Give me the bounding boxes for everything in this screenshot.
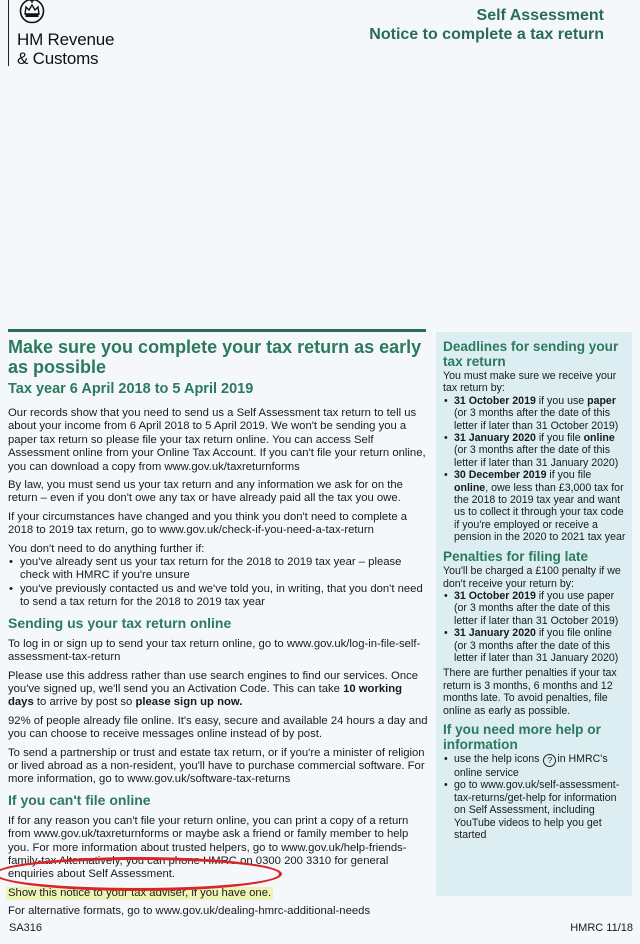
highlighted-adviser-text: Show this notice to your tax adviser, if you have one. bbox=[8, 886, 272, 899]
penalty-item bbox=[443, 590, 626, 627]
penalties-outro: There are further penalties if your tax return is 3 months, 6 months and 12 months late. To avoid penalties, file online as early as possible. bbox=[443, 667, 617, 717]
form-code: SA316 bbox=[9, 922, 43, 934]
software-paragraph: To send a partnership or trust and estate tax return, or if you're a minister of religion or lived abroad as a non-resident, you'll have to purchase commercial software. For more information, go to www.gov.uk/software-tax-returns bbox=[8, 746, 425, 786]
deadlines-list bbox=[443, 395, 626, 544]
deadline-date: 30 December 2019 bbox=[454, 469, 547, 482]
deadline-text: if you file bbox=[535, 432, 584, 445]
adviser-note bbox=[8, 887, 428, 900]
deadline-method: online bbox=[583, 432, 615, 445]
help-text: use the help icons bbox=[454, 753, 543, 766]
help-heading: If you need more help or information bbox=[443, 722, 601, 752]
deadlines-heading: Deadlines for sending your tax return bbox=[443, 339, 619, 369]
deadline-method: online bbox=[454, 481, 486, 494]
help-item bbox=[443, 753, 626, 779]
deadline-text: (or 3 months after the date of this letter if later than 31 October 2019) bbox=[454, 407, 619, 432]
signup-paragraph bbox=[8, 670, 428, 710]
penalty-date: 31 January 2020 bbox=[454, 627, 536, 640]
online-heading: Sending us your tax return online bbox=[8, 614, 232, 631]
deadline-text: (or 3 months after the date of this letter if later than 31 January 2020) bbox=[454, 444, 619, 469]
hmrc-logo bbox=[8, 0, 115, 68]
deadline-date: 31 January 2020 bbox=[454, 432, 536, 445]
penalties-intro: You'll be charged a £100 penalty if we don't receive your return by: bbox=[443, 565, 621, 590]
penalty-text: if you use paper (or 3 months after the date of this letter if later than 31 October 2019) bbox=[454, 590, 619, 627]
penalties-list bbox=[443, 590, 626, 664]
penalty-text: if you file online (or 3 months after the date of this letter if later than 31 January 2020) bbox=[454, 627, 619, 665]
login-paragraph: To log in or sign up to send your tax return online, go to www.gov.uk/log-in-file-self-assessment-tax-return bbox=[8, 637, 421, 664]
org-name bbox=[17, 30, 114, 68]
alternative-formats-paragraph: For alternative formats, go to www.gov.uk/dealing-hmrc-additional-needs bbox=[8, 905, 371, 918]
deadlines-intro: You must make sure we receive your tax return by: bbox=[443, 370, 617, 395]
deadline-date: 31 October 2019 bbox=[454, 394, 536, 407]
deadline-text: if you file bbox=[546, 469, 592, 482]
org-name-line2: & Customs bbox=[17, 49, 99, 68]
document-title bbox=[369, 6, 604, 45]
working-days-emphasis: 10 working days bbox=[8, 682, 403, 709]
list-item: • you've previously contacted us and we've told you, in writing, that you don't need to send a tax return for the 2018 to 2019 tax year bbox=[8, 583, 428, 610]
no-action-intro: You don't need to do anything further if: bbox=[8, 542, 205, 555]
intro-paragraph: Our records show that you need to send us a Self Assessment tax return to tell us about your income from 6 April 2018 to 5 April 2019. We won't be sending you a paper tax return so please file your tax return online. You can access Self Assessment online from your Online Tax Account. If you can't file your return online, you can download a copy from www.gov.uk/taxreturnforms bbox=[8, 407, 426, 473]
form-version: HMRC 11/18 bbox=[570, 922, 633, 934]
main-heading: Make sure you complete your tax return as early as possible bbox=[8, 337, 422, 377]
penalty-item bbox=[443, 627, 626, 664]
tax-year-heading: Tax year 6 April 2018 to 5 April 2019 bbox=[8, 381, 254, 397]
no-action-list bbox=[8, 556, 428, 610]
help-list bbox=[443, 753, 626, 841]
org-name-line1: HM Revenue bbox=[17, 30, 115, 49]
document-title-line2: Notice to complete a tax return bbox=[369, 26, 604, 43]
penalties-heading: Penalties for filing late bbox=[443, 548, 589, 564]
circumstances-paragraph: If your circumstances have changed and you think you don't need to complete a 2018 to 2019 tax return, go to www.gov.uk/check-if-you-need-a-tax-return bbox=[8, 510, 408, 537]
signup-text: Please use this address rather than use search engines to find our services. Once you've signed up, we'll send you an Activation Code. This can take bbox=[8, 669, 419, 695]
cant-file-heading: If you can't file online bbox=[8, 791, 151, 808]
help-item: • go to www.gov.uk/self-assessment-tax-returns/get-help for information on Self Assessment, including YouTube videos to help you get started bbox=[443, 779, 626, 841]
deadline-item bbox=[443, 469, 626, 543]
sidebar-box bbox=[436, 332, 632, 896]
deadline-item bbox=[443, 395, 626, 432]
signup-text-cont: to arrive by post so bbox=[33, 696, 136, 709]
sign-up-now-emphasis: please sign up now. bbox=[135, 696, 243, 709]
deadline-item bbox=[443, 432, 626, 469]
online-stats-paragraph: 92% of people already file online. It's easy, secure and available 24 hours a day and you can choose to receive messages online instead of by post. bbox=[8, 714, 428, 741]
by-law-paragraph: By law, you must send us your tax return and any information we ask for on the return – even if you don't owe any tax or have already paid all the tax you owe. bbox=[8, 479, 403, 505]
section-divider bbox=[8, 329, 426, 332]
document-title-line1: Self Assessment bbox=[476, 7, 604, 24]
list-item: • you've already sent us your tax return for the 2018 to 2019 tax year – please check with HMRC if you're unsure bbox=[8, 556, 428, 583]
deadline-text: , owe less than £3,000 tax for the 2018 to 2019 tax year and want us to collect it through your tax code if you're employed or receive a pension in the 2020 to 2021 tax year bbox=[454, 481, 626, 544]
deadline-method: paper bbox=[587, 394, 616, 407]
deadline-text: if you use bbox=[535, 394, 588, 407]
royal-crest-icon bbox=[18, 0, 46, 24]
main-column bbox=[8, 337, 428, 924]
penalty-date: 31 October 2019 bbox=[454, 590, 536, 602]
help-text: in HMRC's online service bbox=[454, 753, 608, 780]
help-question-icon: ? bbox=[543, 754, 556, 767]
cant-file-paragraph: If for any reason you can't file your return online, you can print a copy of a return from www.gov.uk/taxreturnforms or maybe ask a friend or family member to help you. For more information about trusted helpers, go to www.gov.uk/help-friends-family-tax Alternatively, you can phone HMRC on 0300 200 3310 for general enquiries about Self Assessment. bbox=[8, 814, 409, 881]
